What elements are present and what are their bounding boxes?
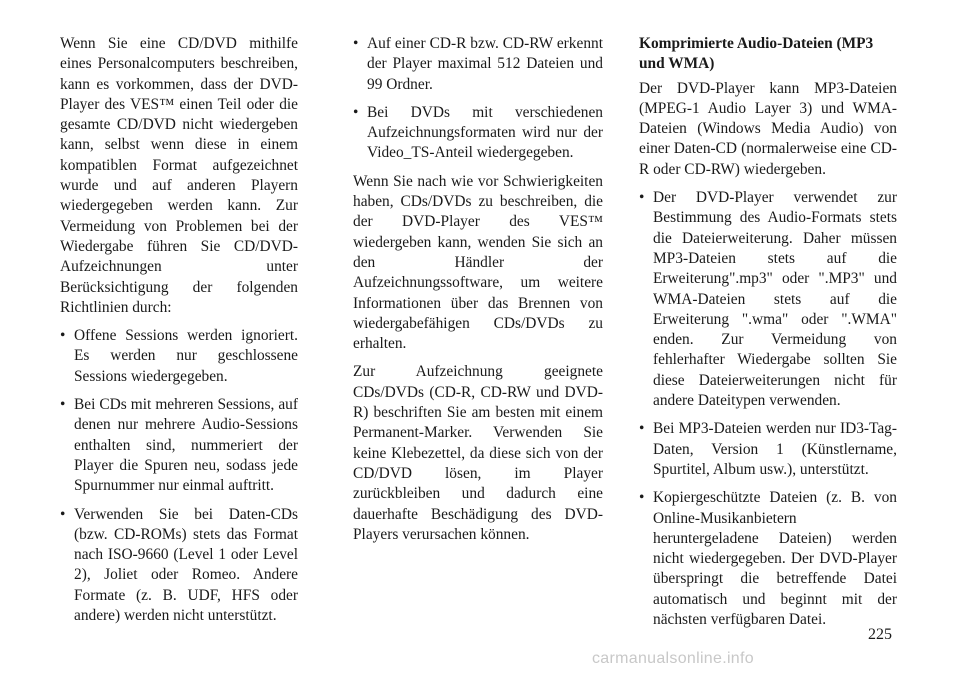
list-item: • Bei DVDs mit verschiedenen Aufzeichnungsformaten wird nur der Video_TS-Anteil wiedergegeben.	[353, 103, 603, 164]
list-item: • Offene Sessions werden ignoriert. Es werden nur geschlossene Sessions wiedergegeben.	[60, 326, 298, 387]
compressed-audio-list	[639, 188, 897, 630]
list-item: • Bei CDs mit mehreren Sessions, auf denen nur mehrere Audio-Sessions enthalten sind, nummeriert der Player die Spuren neu, sodass jede Spurnummer nur einmal auftritt.	[60, 395, 298, 496]
list-item: • Bei MP3-Dateien werden nur ID3-Tag-Daten, Version 1 (Künstlername, Spurtitel, Album usw.), unterstützt.	[639, 419, 897, 480]
column-left	[60, 34, 298, 634]
section-heading: Komprimierte Audio-Dateien (MP3 und WMA)	[639, 35, 874, 73]
page-number: 225	[868, 626, 892, 643]
intro-paragraph: Wenn Sie eine CD/DVD mithilfe eines Personalcomputers beschreiben, kann es vorkommen, dass der DVD-Player des VES™ einen Teil oder die gesamte CD/DVD nicht wiedergeben kann, selbst wenn diese in einem kompatiblen Format aufgezeichnet wurde und auf anderen Playern wiedergegeben werden kann. Zur Vermeidung von Problemen bei der Wiedergabe führen Sie CD/DVD-Aufzeichnungen unter Berücksichtigung der folgenden Richtlinien durch:	[60, 35, 298, 316]
labeling-paragraph: Zur Aufzeichnung geeignete CDs/DVDs (CD-R, CD-RW und DVD-R) beschriften Sie am besten mit einem Permanent-Marker. Verwenden Sie keine Klebezettel, da diese sich von der CD/DVD lösen, im Player zurückbleiben und dadurch eine dauerhafte Beschädigung des DVD-Players verursachen können.	[353, 363, 603, 543]
list-item: • Auf einer CD-R bzw. CD-RW erkennt der Player maximal 512 Dateien und 99 Ordner.	[353, 34, 603, 95]
guideline-list	[60, 326, 298, 626]
column-right	[639, 34, 897, 638]
column-middle	[353, 34, 603, 553]
list-item: • Kopiergeschützte Dateien (z. B. von Online-Musikanbietern heruntergeladene Dateien) werden nicht wiedergegeben. Der DVD-Player überspringt die betreffende Datei automatisch und beginnt mit der nächsten verfügbaren Datei.	[639, 488, 897, 630]
guideline-list-continued	[353, 34, 603, 164]
list-item: • Verwenden Sie bei Daten-CDs (bzw. CD-ROMs) stets das Format nach ISO-9660 (Level 1 oder Level 2), Joliet oder Romeo. Andere Formate (z. B. UDF, HFS oder andere) werden nicht unterstützt.	[60, 505, 298, 627]
compressed-audio-intro: Der DVD-Player kann MP3-Dateien (MPEG-1 Audio Layer 3) und WMA-Dateien (Windows Media Audio) von einer Daten-CD (normalerweise eine CD-R oder CD-RW) wiedergeben.	[639, 79, 897, 178]
watermark-text: carmanualsonline.info	[592, 650, 754, 667]
support-paragraph: Wenn Sie nach wie vor Schwierigkeiten haben, CDs/DVDs zu beschreiben, die der DVD-Player des VES™ wiedergeben kann, wenden Sie sich an den Händler der Aufzeichnungssoftware, um weitere Informationen über das Brennen von wiedergabefähigen CDs/DVDs zu erhalten.	[353, 172, 603, 353]
list-item: • Der DVD-Player verwendet zur Bestimmung des Audio-Formats stets die Dateierweiterung. Daher müssen MP3-Dateien stets auf die Erweiterung".mp3" oder ".MP3" und WMA-Dateien stets auf die Erweiterung ".wma" oder ".WMA" enden. Zur Vermeidung von fehlerhafter Wiedergabe sollten Sie diese Dateierweiterungen nicht für andere Dateitypen verwenden.	[639, 188, 897, 411]
